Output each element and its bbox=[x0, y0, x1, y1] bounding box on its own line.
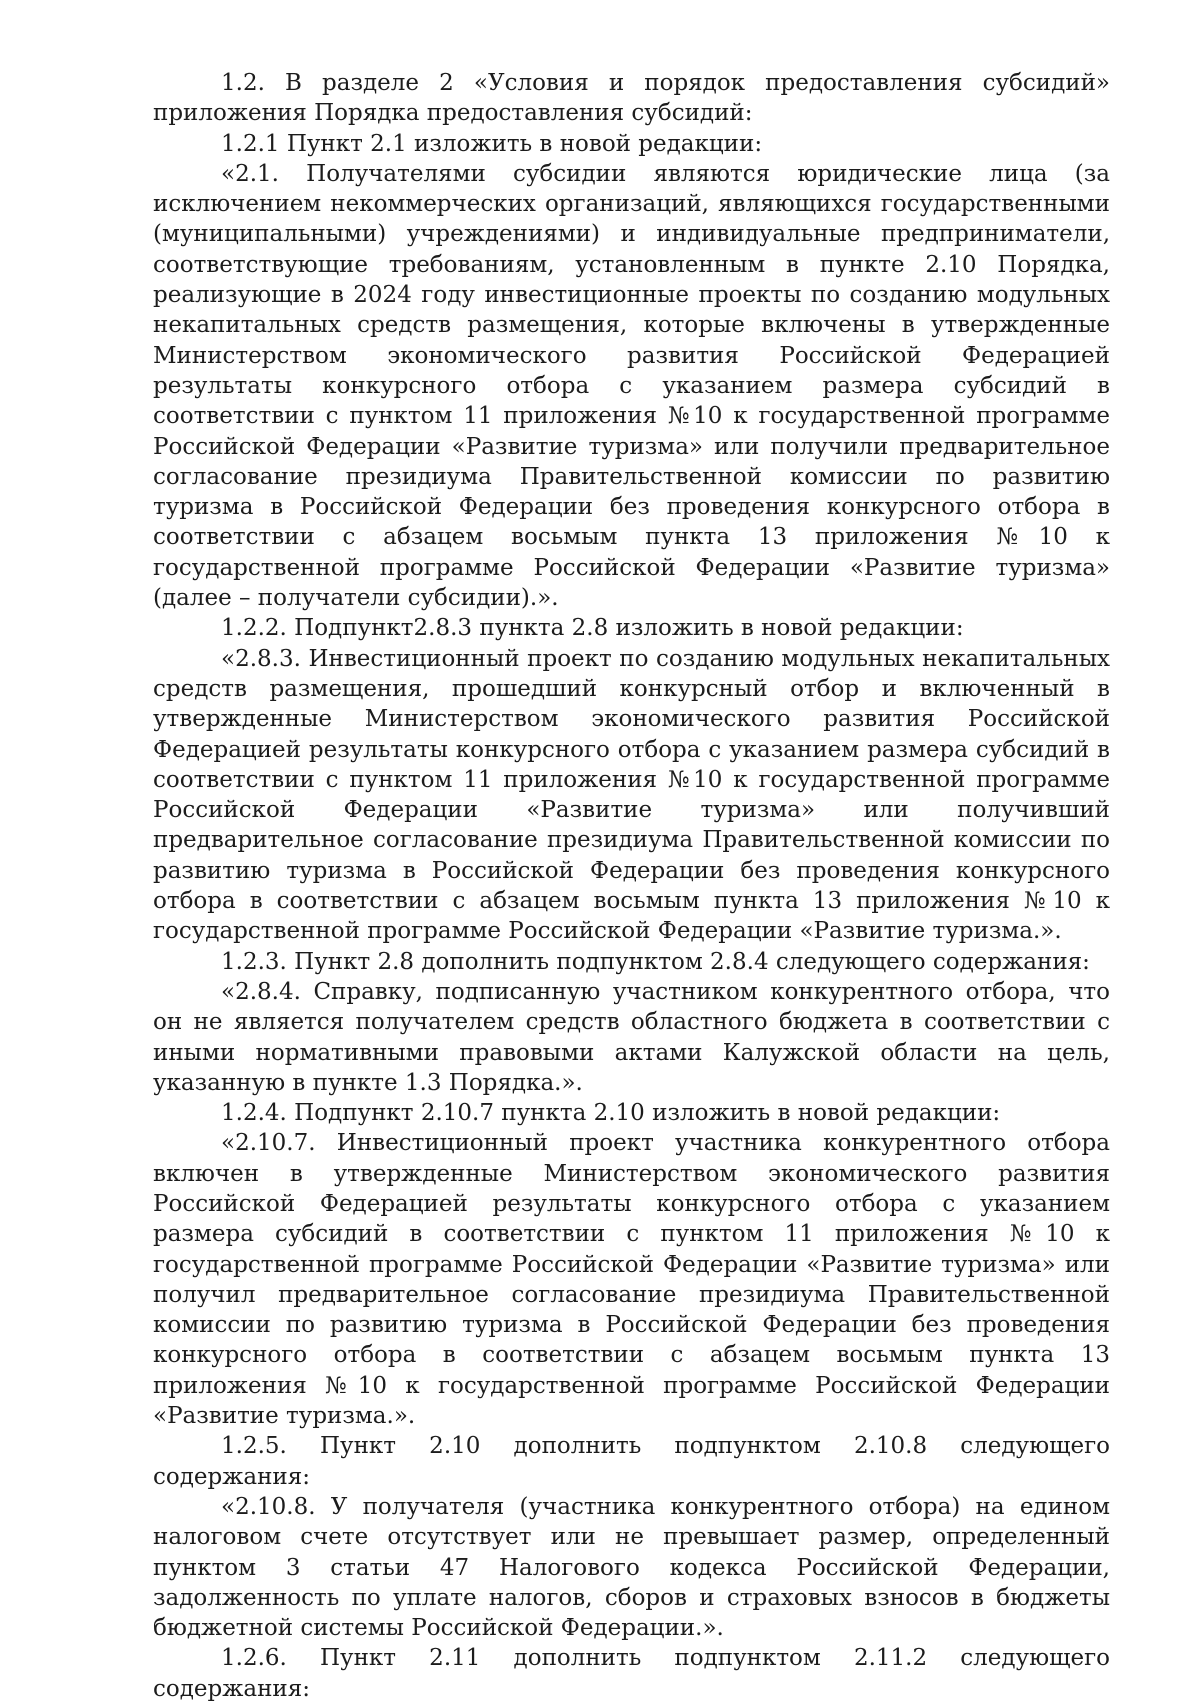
paragraph-1-2: 1.2. В разделе 2 «Условия и порядок предоставления субсидий» приложения Порядка предоставления субсидий: bbox=[153, 70, 1110, 127]
paragraph-1-2-4: 1.2.4. Подпункт 2.10.7 пункта 2.10 изложить в новой редакции: bbox=[221, 1100, 1001, 1127]
paragraph-1-2-6: 1.2.6. Пункт 2.11 дополнить подпунктом 2.11.2 следующего содержания: bbox=[153, 1645, 1110, 1702]
paragraph-2-10-7-quote: «2.10.7. Инвестиционный проект участника конкурентного отбора включен в утвержденные Министерством экономического развития Российской Федерацией результаты конкурсного отбора с указанием размера субсидий в соответствии с пунктом 11 приложения №10 к государственной программе Российской Федерации «Развитие туризма» или получил предварительное согласование президиума Правительственной комиссии по развитию туризма в Российской Федерации без проведения конкурсного отбора в соответствии с абзацем восьмым пункта 13 приложения №10 к государственной программе Российской Федерации «Развитие туризма.». bbox=[153, 1130, 1110, 1430]
paragraph-1-2-3: 1.2.3. Пункт 2.8 дополнить подпунктом 2.8.4 следующего содержания: bbox=[221, 948, 1090, 975]
paragraph-1-2-1: 1.2.1 Пункт 2.1 изложить в новой редакции: bbox=[221, 130, 763, 157]
paragraph-2-1-quote: «2.1. Получателями субсидии являются юридические лица (за исключением некоммерческих организаций, являющихся государственными (муниципальными) учреждениями) и индивидуальные предприниматели, соответствующие требованиям, установленным в пункте 2.10 Порядка, реализующие в 2024 году инвестиционные проекты по созданию модульных некапитальных средств размещения, которые включены в утвержденные Министерством экономического развития Российской Федерацией результаты конкурсного отбора с указанием размера субсидий в соответствии с пунктом 11 приложения №10 к государственной программе Российской Федерации «Развитие туризма» или получили предварительное согласование президиума Правительственной комиссии по развитию туризма в Российской Федерации без проведения конкурсного отбора в соответствии с абзацем восьмым пункта 13 приложения №10 к государственной программе Российской Федерации «Развитие туризма» (далее – получатели субсидии).». bbox=[153, 160, 1110, 612]
paragraph-2-8-3-quote: «2.8.3. Инвестиционный проект по созданию модульных некапитальных средств размещения, прошедший конкурсный отбор и включенный в утвержденные Министерством экономического развития Российской Федерацией результаты конкурсного отбора с указанием размера субсидий в соответствии с пунктом 11 приложения №10 к государственной программе Российской Федерации «Развитие туризма» или получивший предварительное согласование президиума Правительственной комиссии по развитию туризма в Российской Федерации без проведения конкурсного отбора в соответствии с абзацем восьмым пункта 13 приложения №10 к государственной программе Российской Федерации «Развитие туризма.». bbox=[153, 645, 1110, 945]
paragraph-2-8-4-quote: «2.8.4. Справку, подписанную участником конкурентного отбора, что он не является получателем средств областного бюджета в соответствии с иными нормативными правовыми актами Калужской области на цель, указанную в пункте 1.3 Порядка.». bbox=[153, 978, 1110, 1096]
document-page bbox=[153, 68, 1110, 1704]
paragraph-2-10-8-quote: «2.10.8. У получателя (участника конкурентного отбора) на едином налоговом счете отсутствует или не превышает размер, определенный пунктом 3 статьи 47 Налогового кодекса Российской Федерации, задолженность по уплате налогов, сборов и страховых взносов в бюджеты бюджетной системы Российской Федерации.». bbox=[153, 1493, 1110, 1642]
paragraph-1-2-2: 1.2.2. Подпункт2.8.3 пункта 2.8 изложить в новой редакции: bbox=[221, 615, 964, 642]
paragraph-1-2-5: 1.2.5. Пункт 2.10 дополнить подпунктом 2.10.8 следующего содержания: bbox=[153, 1433, 1110, 1490]
